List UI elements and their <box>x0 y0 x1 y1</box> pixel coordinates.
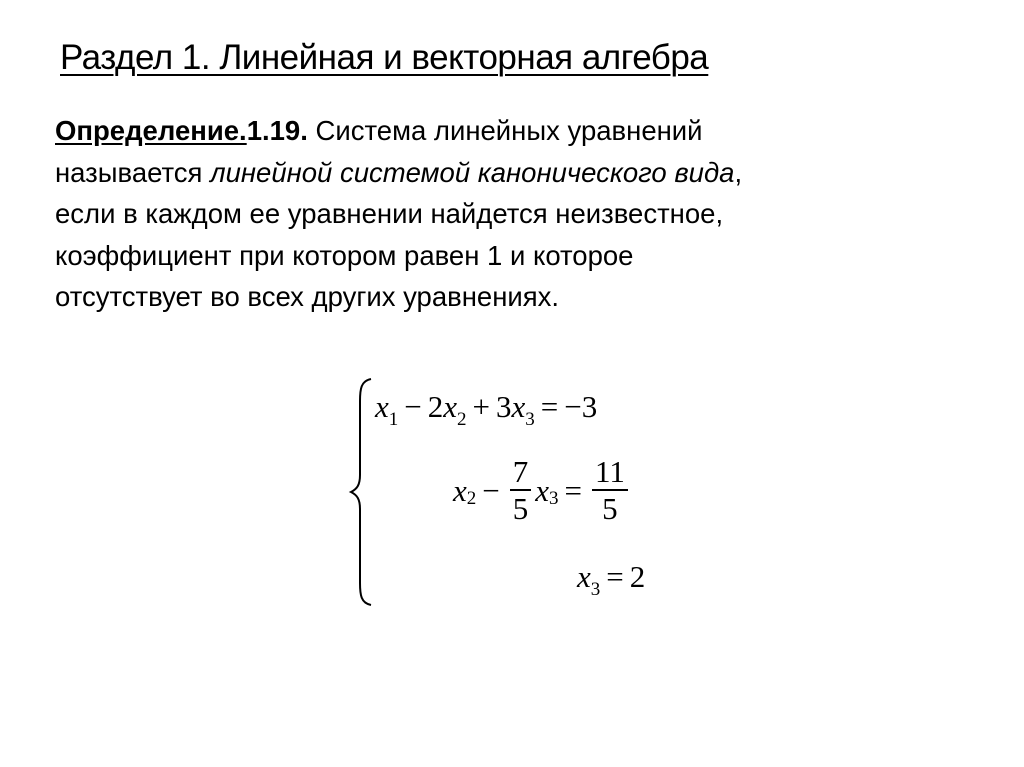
equation-2 <box>453 455 632 525</box>
eq1-equals: = <box>540 389 559 424</box>
page-title: Раздел 1. Линейная и векторная алгебра <box>60 38 709 77</box>
eq2-coef-denominator: 5 <box>512 490 529 526</box>
eq2-rhs-numerator: 11 <box>595 454 625 490</box>
eq1-var-2: x <box>443 389 458 424</box>
eq1-sub-3: 3 <box>525 409 535 430</box>
eq2-coef-numerator: 7 <box>512 454 529 490</box>
eq2-coef-fraction <box>510 456 532 524</box>
equation-system <box>345 375 705 610</box>
definition-line-3: если в каждом ее уравнении найдется неизвестное, <box>55 198 724 229</box>
eq2-rhs-denominator: 5 <box>602 490 618 526</box>
eq2-operator: − <box>482 472 500 508</box>
equation-3 <box>577 559 646 600</box>
eq1-sub-2: 2 <box>457 409 467 430</box>
eq1-var-1: x <box>375 389 389 424</box>
definition-text-1: Система линейных уравнений <box>307 115 703 146</box>
eq3-equals: = <box>606 559 624 594</box>
definition-block <box>55 110 955 318</box>
left-brace <box>345 375 375 610</box>
eq2-row <box>453 455 632 525</box>
definition-line-1 <box>55 110 955 152</box>
definition-number: 1.19. <box>246 115 308 146</box>
eq1-rhs: −3 <box>564 389 598 424</box>
eq1-var-3: x <box>511 389 526 424</box>
eq1-operator-2: + <box>472 389 490 424</box>
definition-text-2: называется <box>55 156 211 188</box>
eq2-sub-1: 2 <box>466 487 477 509</box>
eq2-var-2: x <box>535 472 550 508</box>
equation-1 <box>375 389 598 430</box>
definition-line-2 <box>55 152 955 194</box>
eq3-sub: 3 <box>590 579 601 600</box>
definition-line-4: коэффициент при котором равен 1 и которое <box>55 239 634 271</box>
eq2-var-1: x <box>453 472 467 508</box>
eq1-operator-1: − <box>404 389 422 424</box>
eq3-var: x <box>577 559 591 594</box>
eq2-sub-2: 3 <box>549 487 559 509</box>
eq1-sub-1: 1 <box>388 409 399 430</box>
eq3-rhs: 2 <box>629 559 646 594</box>
definition-line-5: отсутствует во всех других уравнениях. <box>55 281 560 312</box>
eq1-coef-3: 3 <box>496 389 512 424</box>
eq2-equals: = <box>564 472 582 508</box>
definition-label: Определение. <box>55 115 247 146</box>
defined-term: линейной системой канонического вида <box>210 156 735 188</box>
eq1-coef-2: 2 <box>427 389 444 424</box>
eq2-rhs-fraction <box>592 456 628 524</box>
definition-text-2-end: , <box>734 156 743 188</box>
